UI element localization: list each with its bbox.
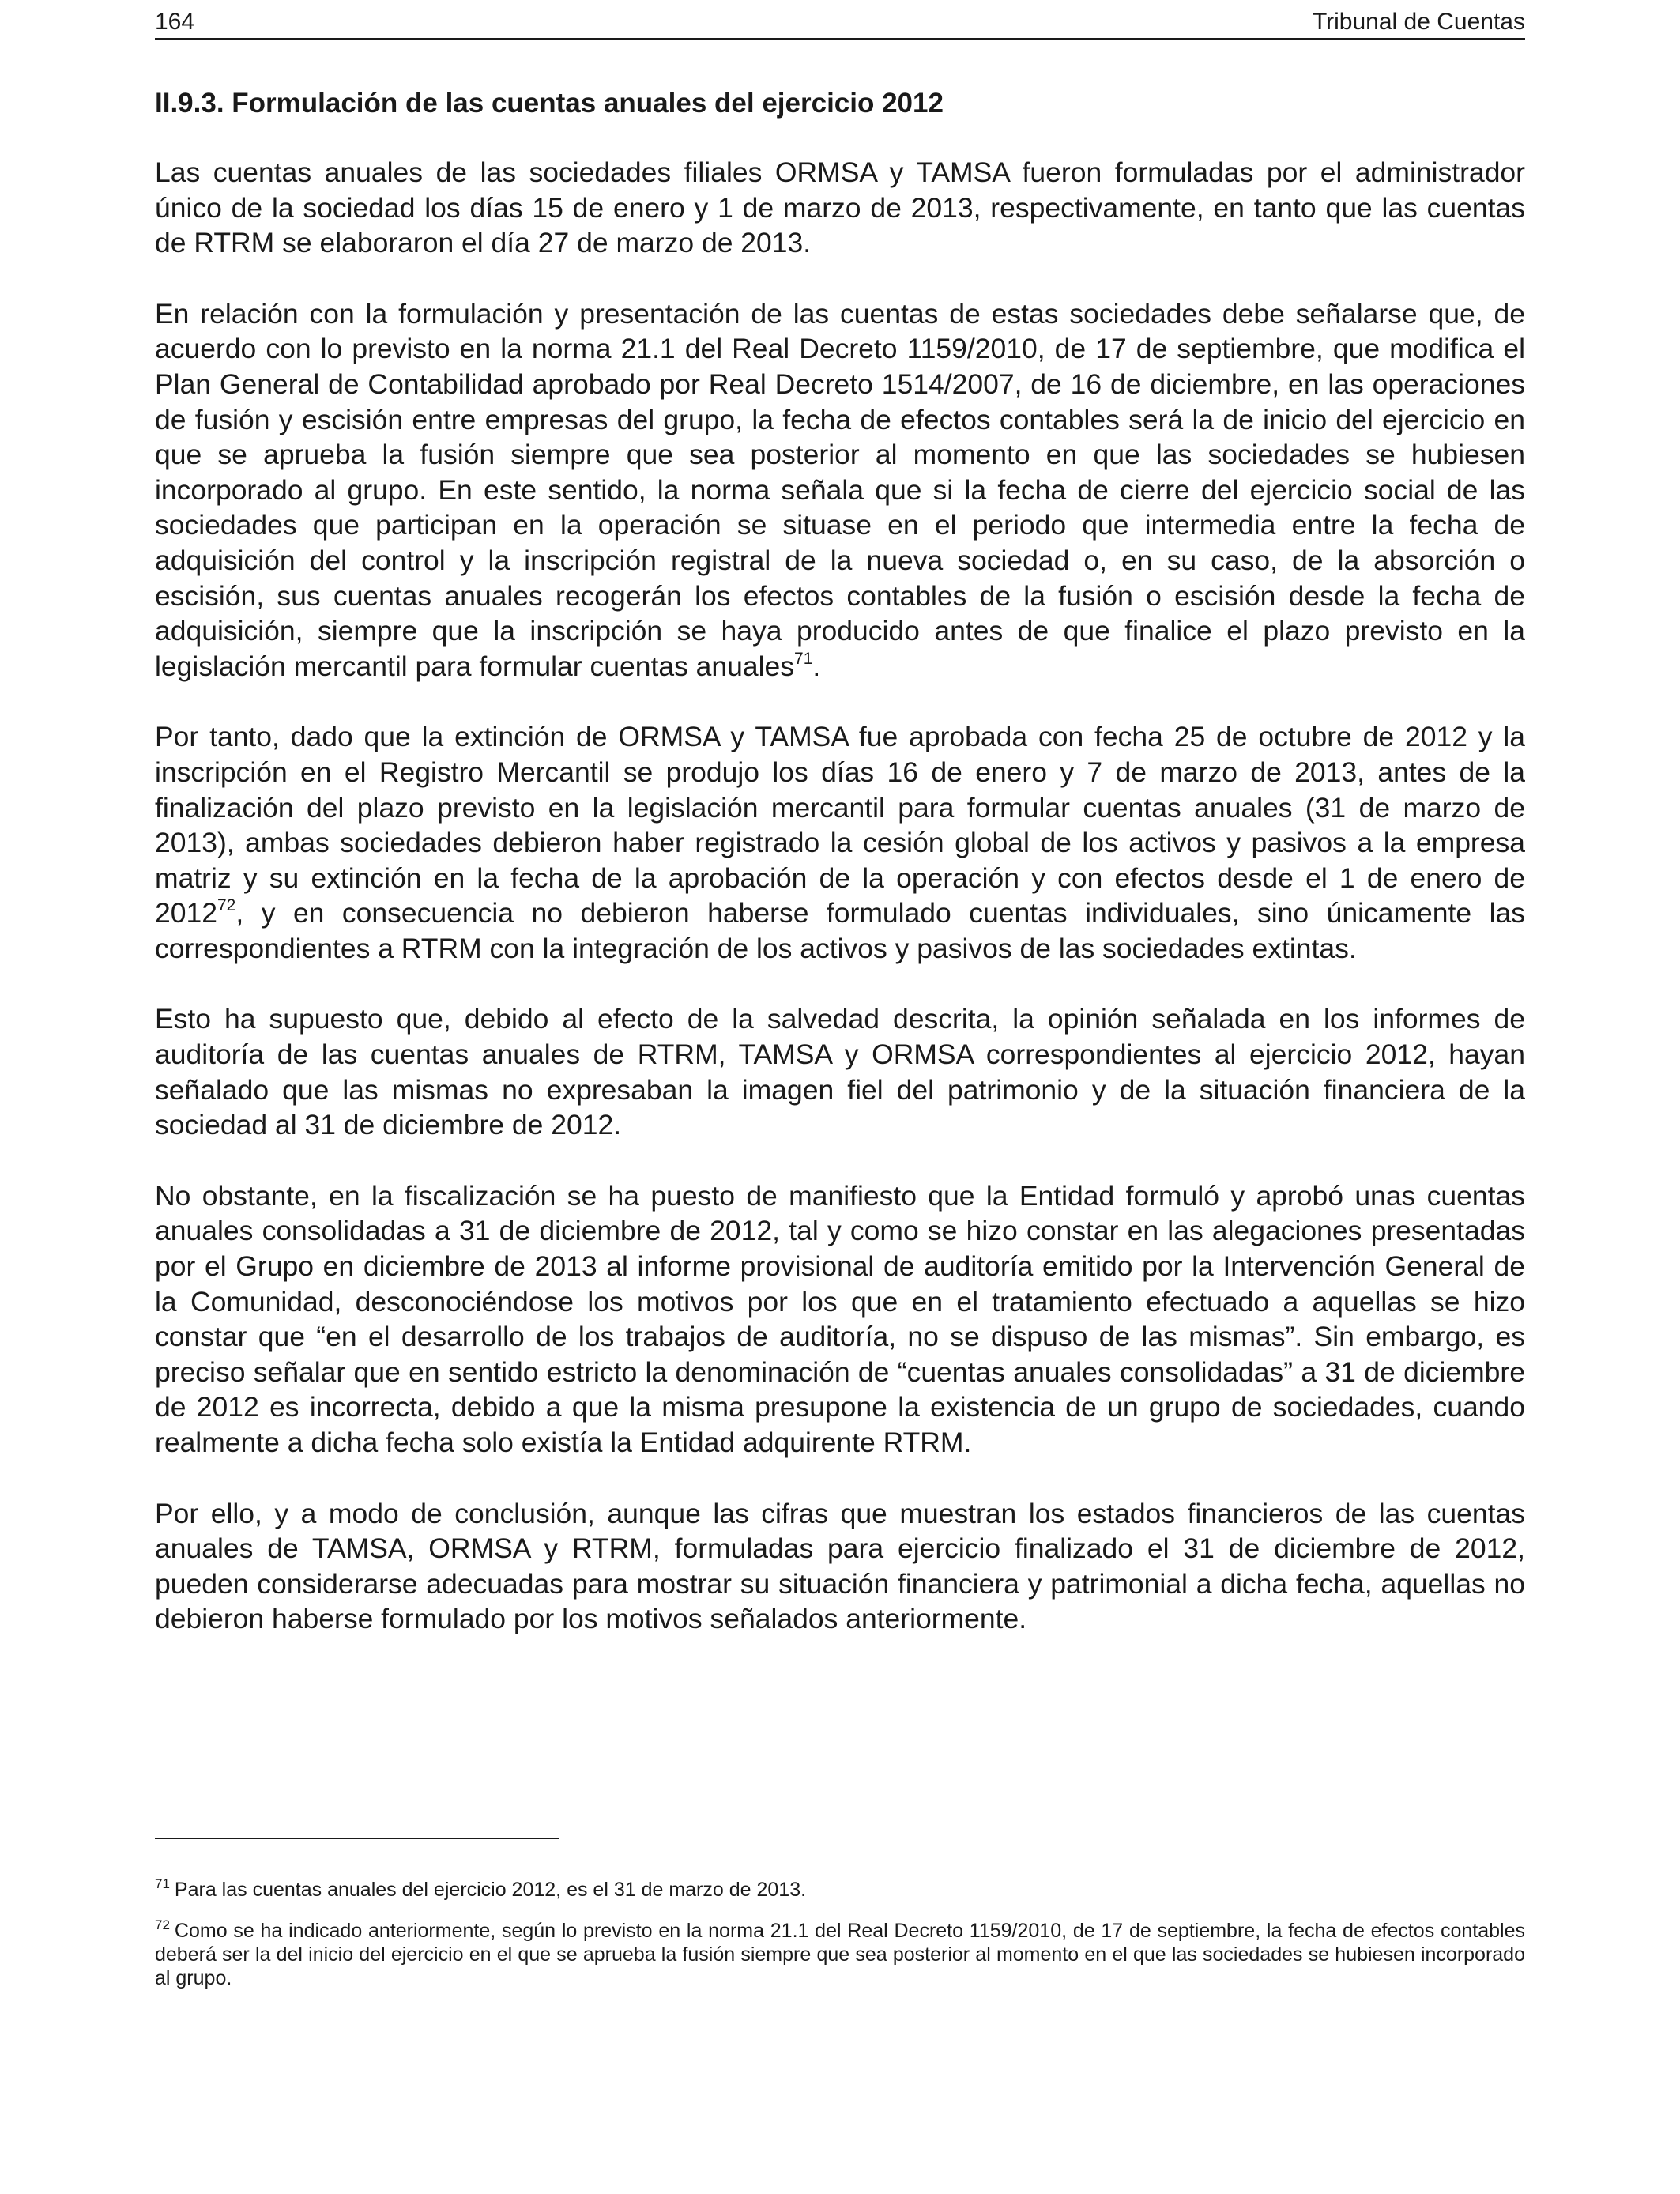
section-title: II.9.3. Formulación de las cuentas anuales del ejercicio 2012 <box>155 88 944 119</box>
footnote-text: Como se ha indicado anteriormente, según lo previsto en la norma 21.1 del Real Decreto 1159/2010, de 17 de septiembre, la fecha de efectos contables deberá ser la del inicio del ejercicio en el que se aprueba la fusión siempre que sea posterior al momento en el que las sociedades se hubiesen incorporado al grupo. <box>155 1920 1525 1989</box>
paragraph-text-tail: . <box>812 650 821 682</box>
page-number: 164 <box>155 9 195 35</box>
paragraph-4 <box>155 1001 1525 1142</box>
footnote-72 <box>155 1919 1525 1990</box>
running-header <box>155 6 1525 40</box>
footnote-text: Para las cuentas anuales del ejercicio 2012, es el 31 de marzo de 2013. <box>174 1879 807 1901</box>
footnote-ref-72[interactable]: 72 <box>217 896 236 915</box>
footnotes <box>155 1878 1525 2007</box>
paragraph-5 <box>155 1178 1525 1461</box>
paragraph-text-tail: , y en consecuencia no debieron haberse formulado cuentas individuales, sino únicamente las correspondientes a RTRM con la integración de los activos y pasivos de las sociedades extintas. <box>155 897 1525 964</box>
footnote-number: 71 <box>155 1876 170 1891</box>
paragraph-6 <box>155 1496 1525 1637</box>
footnote-ref-71[interactable]: 71 <box>794 649 813 668</box>
paragraph-text: No obstante, en la fiscalización se ha puesto de manifiesto que la Entidad formuló y aprobó unas cuentas anuales consolidadas a 31 de diciembre de 2012, tal y como se hizo constar en las alegaciones presentadas por el Grupo en diciembre de 2013 al informe provisional de auditoría emitido por la Intervención General de la Comunidad, desconociéndose los motivos por los que en el tratamiento efectuado a aquellas se hizo constar que “en el desarrollo de los trabajos de auditoría, no se dispuso de las mismas”. Sin embargo, es preciso señalar que en sentido estricto la denominación de “cuentas anuales consolidadas” a 31 de diciembre de 2012 es incorrecta, debido a que la misma presupone la existencia de un grupo de sociedades, cuando realmente a dicha fecha solo existía la Entidad adquirente RTRM. <box>155 1179 1525 1458</box>
footnote-71 <box>155 1878 1525 1902</box>
paragraph-text: En relación con la formulación y presentación de las cuentas de estas sociedades debe señalarse que, de acuerdo con lo previsto en la norma 21.1 del Real Decreto 1159/2010, de 17 de septiembre, que modifica el Plan General de Contabilidad aprobado por Real Decreto 1514/2007, de 16 de diciembre, en las operaciones de fusión y escisión entre empresas del grupo, la fecha de efectos contables será la de inicio del ejercicio en que se aprueba la fusión siempre que sea posterior al momento en que las sociedades se hubiesen incorporado al grupo. En este sentido, la norma señala que si la fecha de cierre del ejercicio social de las sociedades que participan en la operación se situase en el periodo que intermedia entre la fecha de adquisición del control y la inscripción registral de la nueva sociedad o, en su caso, de la absorción o escisión, sus cuentas anuales recogerán los efectos contables de la fusión o escisión desde la fecha de adquisición, siempre que la inscripción se haya producido antes de que finalice el plazo previsto en la legislación mercantil para formular cuentas anuales <box>155 297 1525 682</box>
paragraph-text: Por ello, y a modo de conclusión, aunque las cifras que muestran los estados financieros de las cuentas anuales de TAMSA, ORMSA y RTRM, formuladas para ejercicio finalizado el 31 de diciembre de 2012, pueden considerarse adecuadas para mostrar su situación financiera y patrimonial a dicha fecha, aquellas no debieron haberse formulado por los motivos señalados anteriormente. <box>155 1497 1525 1635</box>
paragraph-text: Por tanto, dado que la extinción de ORMSA y TAMSA fue aprobada con fecha 25 de octubre de 2012 y la inscripción en el Registro Mercantil se produjo los días 16 de enero y 7 de marzo de 2013, antes de la finalización del plazo previsto en la legislación mercantil para formular cuentas anuales (31 de marzo de 2013), ambas sociedades debieron haber registrado la cesión global de los activos y pasivos a la empresa matriz y su extinción en la fecha de la aprobación de la operación y con efectos desde el 1 de enero de 2012 <box>155 721 1525 929</box>
footnote-divider <box>155 1838 559 1839</box>
paragraph-text: Esto ha supuesto que, debido al efecto de la salvedad descrita, la opinión señalada en los informes de auditoría de las cuentas anuales de RTRM, TAMSA y ORMSA correspondientes al ejercicio 2012, hayan señalado que las mismas no expresaban la imagen fiel del patrimonio y de la situación financiera de la sociedad al 31 de diciembre de 2012. <box>155 1003 1525 1141</box>
publisher-name: Tribunal de Cuentas <box>1312 9 1525 35</box>
paragraph-2 <box>155 296 1525 684</box>
paragraph-3 <box>155 719 1525 966</box>
paragraph-1 <box>155 155 1525 261</box>
paragraph-text: Las cuentas anuales de las sociedades filiales ORMSA y TAMSA fueron formuladas por el administrador único de la sociedad los días 15 de enero y 1 de marzo de 2013, respectivamente, en tanto que las cuentas de RTRM se elaboraron el día 27 de marzo de 2013. <box>155 156 1525 259</box>
footnote-number: 72 <box>155 1917 170 1932</box>
body-text <box>155 155 1525 1672</box>
